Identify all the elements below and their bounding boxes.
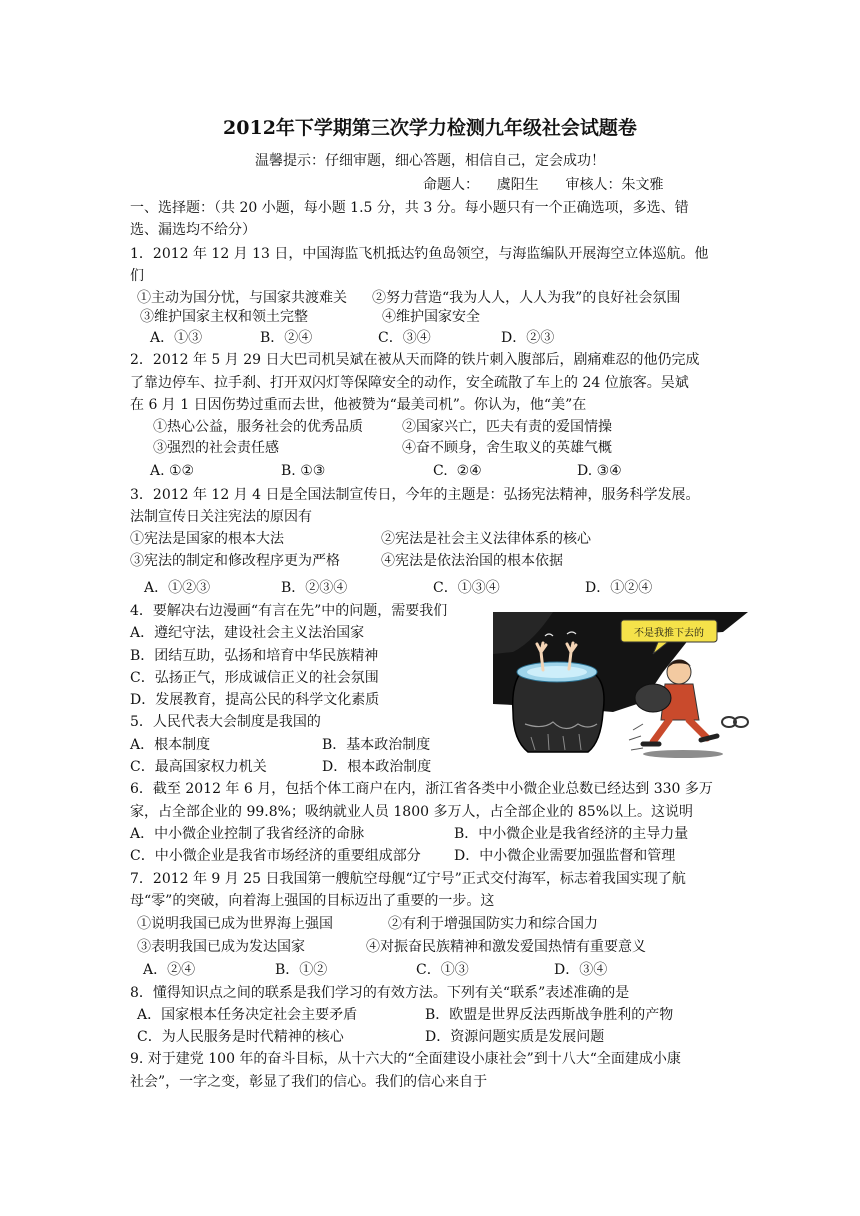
q3-stem-cont: 法制宣传日关注宪法的原因有 (130, 509, 312, 525)
q4-option-c: C．弘扬正气，形成诚信正义的社会氛围 (130, 670, 379, 686)
exam-tip: 温馨提示：仔细审题，细心答题，相信自己，定会成功！ (255, 153, 605, 169)
q1-option-b: B．②④ (260, 330, 313, 346)
q7-option-d: D．③④ (554, 962, 608, 978)
q3-option-a: A．①②③ (144, 580, 211, 596)
q2-option-c: C. ②④ (433, 463, 482, 479)
q2-statement-3: ③强烈的社会责任感 (153, 440, 279, 456)
q8-option-d: D．资源问题实质是发展问题 (425, 1029, 605, 1045)
q7-stem: 7．2012 年 9 月 25 日我国第一艘航空母舰“辽宁号”正式交付海军，标志着我国实现了航 (130, 871, 686, 887)
cartoon-caption: 不是我推下去的 (634, 628, 704, 639)
q8-option-a: A．国家根本任务决定社会主要矛盾 (137, 1007, 358, 1023)
q2-stem: 2．2012 年 5 月 29 日大巴司机吴斌在被从天而降的铁片刺入腹部后，剧痛难忍的他仍完成 (130, 352, 700, 368)
q2-option-b: B. ①③ (281, 463, 326, 479)
q7-statement-3: ③表明我国已成为发达国家 (137, 939, 305, 955)
q2-statement-1: ①热心公益，服务社会的优秀品质 (153, 419, 363, 435)
q3-option-b: B．②③④ (281, 580, 348, 596)
section-heading: 一、选择题：（共 20 小题，每小题 1.5 分，共 3 分。每小题只有一个正确选项，多选、错 (130, 200, 689, 216)
q1-statement-2: ②努力营造“我为人人，人人为我”的良好社会氛围 (372, 290, 681, 306)
cartoon-illustration (493, 612, 753, 764)
q5-option-a: A．根本制度 (130, 737, 211, 753)
q7-statement-1: ①说明我国已成为世界海上强国 (137, 916, 333, 932)
q6-option-a: A．中小微企业控制了我省经济的命脉 (130, 826, 365, 842)
q7-statement-4: ④对振奋民族精神和激发爱国热情有重要意义 (366, 939, 646, 955)
q5-option-c: C．最高国家权力机关 (130, 759, 267, 775)
q1-statement-3: ③维护国家主权和领土完整 (140, 309, 308, 325)
q7-option-c: C．①③ (416, 962, 469, 978)
q6-stem: 6．截至 2012 年 6 月，包括个体工商户在内，浙江省各类中小微企业总数已经达到 330 多万 (130, 781, 713, 797)
q6-option-b: B．中小微企业是我省经济的主导力量 (454, 826, 689, 842)
q3-statement-2: ②宪法是社会主义法律体系的核心 (381, 531, 591, 547)
q5-stem: 5．人民代表大会制度是我国的 (130, 714, 321, 730)
q2-statement-4: ④奋不顾身，舍生取义的英雄气概 (402, 440, 612, 456)
q3-stem: 3．2012 年 12 月 4 日是全国法制宣传日，今年的主题是：弘扬宪法精神，服务科学发展。 (130, 487, 700, 503)
q4-option-b: B．团结互助，弘扬和培育中华民族精神 (130, 648, 379, 664)
q2-option-a: A. ①② (150, 463, 195, 479)
q1-option-d: D．②③ (501, 330, 555, 346)
q6-option-d: D．中小微企业需要加强监督和管理 (454, 848, 676, 864)
q2-statement-2: ②国家兴亡，匹夫有责的爱国情操 (402, 419, 612, 435)
q9-stem-cont: 社会”，一字之变，彰显了我们的信心。我们的信心来自于 (130, 1074, 488, 1090)
q8-stem: 8．懂得知识点之间的联系是我们学习的有效方法。下列有关“联系”表述准确的是 (130, 985, 630, 1001)
exam-title: 2012年下学期第三次学力检测九年级社会试题卷 (223, 117, 637, 139)
q3-statement-1: ①宪法是国家的根本大法 (130, 531, 284, 547)
q8-option-b: B．欧盟是世界反法西斯战争胜利的产物 (425, 1007, 674, 1023)
q1-statement-4: ④维护国家安全 (382, 309, 480, 325)
q2-stem-cont-2: 在 6 月 1 日因伤势过重而去世，他被赞为“最美司机”。你认为，他“美”在 (130, 397, 587, 413)
q1-stem-cont: 们 (130, 268, 144, 284)
q1-option-a: A．①③ (150, 330, 203, 346)
q3-statement-3: ③宪法的制定和修改程序更为严格 (130, 553, 340, 569)
q1-option-c: C．③④ (378, 330, 431, 346)
section-heading-cont: 选、漏选均不给分） (130, 222, 256, 238)
q1-stem: 1．2012 年 12 月 13 日，中国海监飞机抵达钓鱼岛领空，与海监编队开展海空立体巡航。他 (130, 246, 709, 262)
q7-option-b: B．①② (275, 962, 328, 978)
q9-stem: 9. 对于建党 100 年的奋斗目标，从十六大的“全面建设小康社会”到十八大“全面建成小康 (130, 1051, 681, 1067)
q4-option-d: D．发展教育，提高公民的科学文化素质 (130, 692, 380, 708)
q3-statement-4: ④宪法是依法治国的根本依据 (381, 553, 563, 569)
q7-stem-cont: 母“零”的突破，向着海上强国的目标迈出了重要的一步。这 (130, 893, 495, 909)
q6-option-c: C．中小微企业是我省市场经济的重要组成部分 (130, 848, 421, 864)
q2-option-d: D. ③④ (577, 463, 622, 479)
q7-option-a: A．②④ (143, 962, 196, 978)
q3-option-d: D．①②④ (585, 580, 653, 596)
q4-option-a: A．遵纪守法，建设社会主义法治国家 (130, 625, 365, 641)
q5-option-b: B．基本政治制度 (322, 737, 431, 753)
q4-stem: 4．要解决右边漫画“有言在先”中的问题，需要我们 (130, 603, 448, 619)
q8-option-c: C．为人民服务是时代精神的核心 (137, 1029, 344, 1045)
q2-stem-cont: 了靠边停车、拉手刹、打开双闪灯等保障安全的动作，安全疏散了车上的 24 位旅客。吴斌 (130, 375, 689, 391)
q3-option-c: C．①③④ (433, 580, 500, 596)
q5-option-d: D．根本政治制度 (322, 759, 432, 775)
q7-statement-2: ②有利于增强国防实力和综合国力 (388, 916, 598, 932)
q1-statement-1: ①主动为国分忧，与国家共渡难关 (137, 290, 347, 306)
exam-author: 命题人： 虞阳生 审核人：朱文雅 (423, 177, 664, 193)
q6-stem-cont: 家，占全部企业的 99.8%；吸纳就业人员 1800 多万人，占全部企业的 85%以上。这说明 (130, 804, 694, 820)
